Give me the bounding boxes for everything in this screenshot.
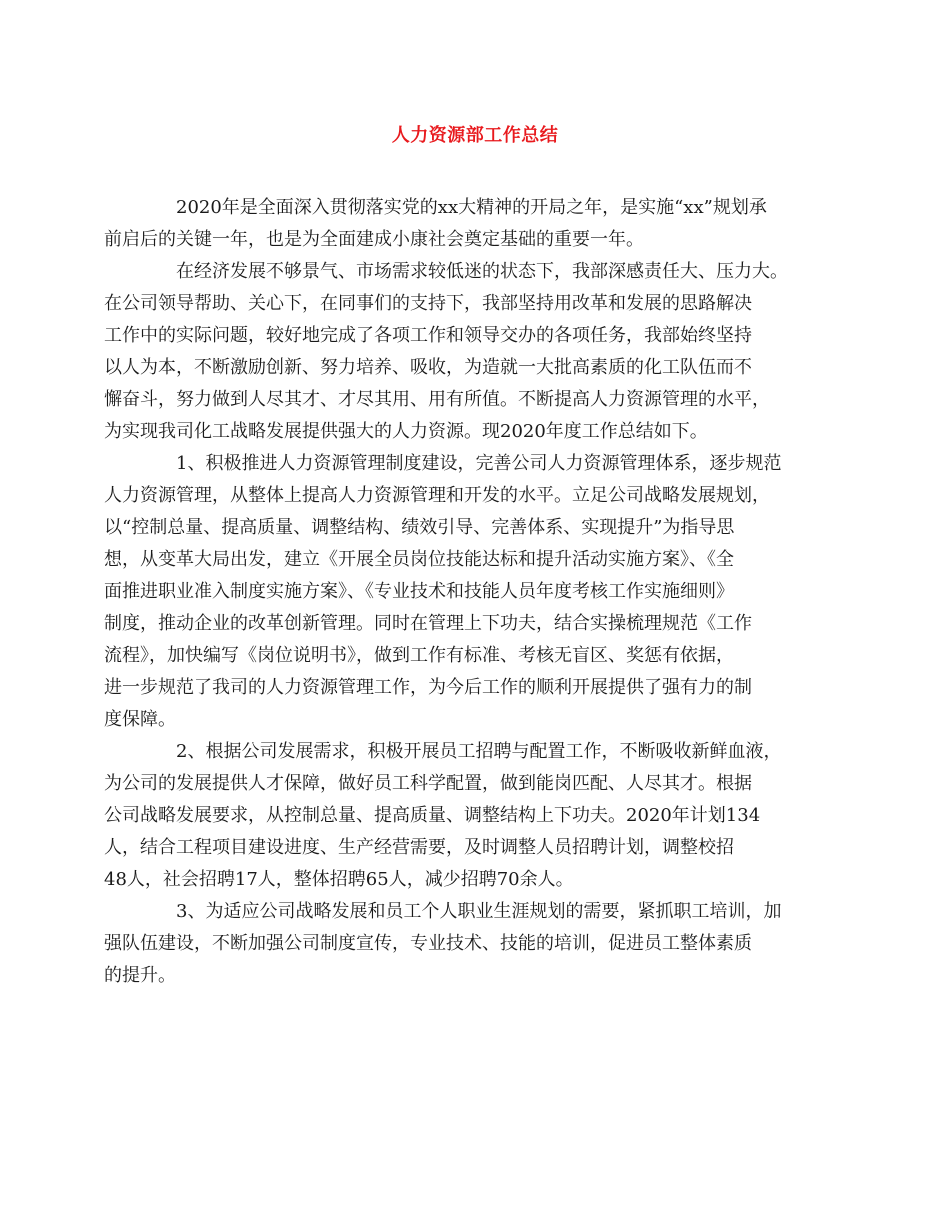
text-line: 强队伍建设，不断加强公司制度宣传，专业技术、技能的培训，促进员工整体素质 — [104, 933, 752, 954]
text-line: 3、为适应公司战略发展和员工个人职业生涯规划的需要，紧抓职工培训，加 — [176, 901, 782, 922]
text-line: 懈奋斗，努力做到人尽其才、才尽其用、用有所值。不断提高人力资源管理的水平， — [104, 389, 770, 410]
text-line: 工作中的实际问题，较好地完成了各项工作和领导交办的各项任务，我部始终坚持 — [104, 325, 752, 346]
text-line: 48人，社会招聘17人，整体招聘65人，减少招聘70余人。 — [104, 869, 574, 890]
document-title: 人力资源部工作总结 — [391, 125, 559, 146]
text-line: 以人为本，不断激励创新、努力培养、吸收，为造就一大批高素质的化工队伍而不 — [104, 357, 752, 378]
text-line: 人力资源管理，从整体上提高人力资源管理和开发的水平。立足公司战略发展规划， — [104, 485, 770, 506]
text-line: 为实现我司化工战略发展提供强大的人力资源。现2020年度工作总结如下。 — [104, 421, 708, 442]
text-line: 想，从变革大局出发，建立《开展全员岗位技能达标和提升活动实施方案》、《全 — [104, 549, 734, 570]
text-line: 2、根据公司发展需求，积极开展员工招聘与配置工作，不断吸收新鲜血液， — [176, 741, 782, 762]
text-line: 以“控制总量、提高质量、调整结构、绩效引导、完善体系、实现提升”为指导思 — [104, 517, 735, 538]
paragraph-context — [104, 256, 812, 448]
text-line: 2020年是全面深入贯彻落实党的xx大精神的开局之年，是实施“xx”规划承 — [176, 197, 767, 218]
text-line: 的提升。 — [104, 965, 176, 986]
text-line: 进一步规范了我司的人力资源管理工作，为今后工作的顺利开展提供了强有力的制 — [104, 677, 752, 698]
text-line: 度保障。 — [104, 709, 176, 730]
text-line: 前启后的关键一年，也是为全面建成小康社会奠定基础的重要一年。 — [104, 229, 644, 250]
paragraph-item-2 — [104, 736, 812, 896]
text-line: 公司战略发展要求，从控制总量、提高质量、调整结构上下功夫。2020年计划134 — [104, 805, 761, 826]
paragraph-item-1 — [104, 448, 812, 736]
text-line: 为公司的发展提供人才保障，做好员工科学配置，做到能岗匹配、人尽其才。根据 — [104, 773, 752, 794]
text-line: 面推进职业准入制度实施方案》、《专业技术和技能人员年度考核工作实施细则》 — [104, 581, 734, 602]
paragraph-intro — [104, 192, 812, 256]
text-line: 人，结合工程项目建设进度、生产经营需要，及时调整人员招聘计划，调整校招 — [104, 837, 734, 858]
text-line: 流程》，加快编写《岗位说明书》，做到工作有标准、考核无盲区、奖惩有依据， — [104, 645, 734, 666]
text-line: 在经济发展不够景气、市场需求较低迷的状态下，我部深感责任大、压力大。 — [176, 261, 788, 282]
text-line: 制度，推动企业的改革创新管理。同时在管理上下功夫，结合实操梳理规范《工作 — [104, 613, 752, 634]
text-line: 1、积极推进人力资源管理制度建设，完善公司人力资源管理体系，逐步规范 — [176, 453, 782, 474]
text-line: 在公司领导帮助、关心下，在同事们的支持下，我部坚持用改革和发展的思路解决 — [104, 293, 752, 314]
paragraph-item-3 — [104, 896, 812, 992]
document-body — [104, 192, 812, 992]
